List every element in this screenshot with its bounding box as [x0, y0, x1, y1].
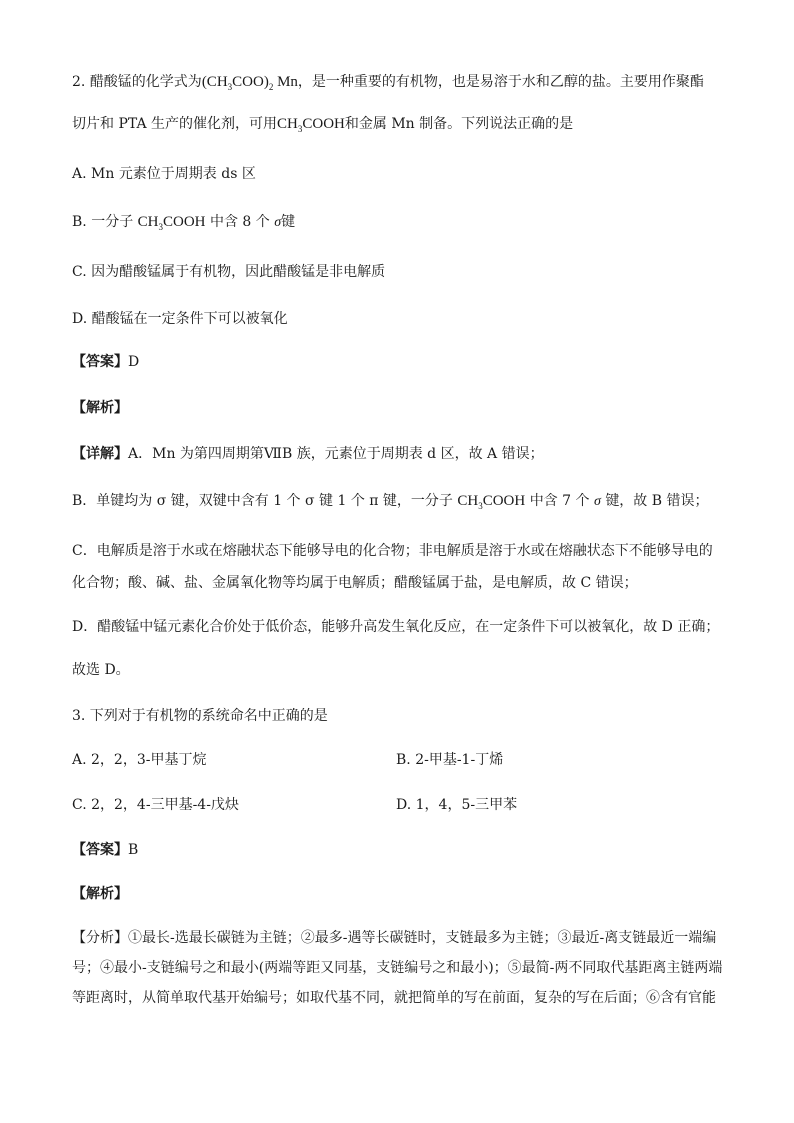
q3-option-c: C. 2，2，4-三甲基-4-戊炔 — [72, 797, 239, 813]
q2-option-a: A. Mn 元素位于周期表 ds 区 — [72, 166, 256, 182]
q3-analysis-line3: 等距离时，从简单取代基开始编号；如取代基不同，就把简单的写在前面，复杂的写在后面；⑥含有官能 — [72, 990, 716, 1006]
q2-formula-manganese-acetate: $(CH_3COO)_2$ Mn — [201, 74, 298, 92]
q2-stem-line2 — [72, 114, 573, 139]
answer-label: 【答案】 — [72, 354, 128, 370]
q2-stem-text-b: ，是一种重要的有机物，也是易溶于水和乙醇的盐。主要用作聚酯 — [297, 74, 704, 90]
q2-detail-d: D．醋酸锰中锰元素化合价处于低价态，能够升高发生氧化反应，在一定条件下可以被氧化，故 D 正确； — [72, 619, 720, 635]
q3-stem: 3. 下列对于有机物的系统命名中正确的是 — [72, 708, 328, 724]
q2-detail-a: 【详解】A．Mn 为第四周期第ⅦB 族，元素位于周期表 d 区，故 A 错误； — [72, 446, 544, 462]
q3-option-b: B. 2-甲基-1-丁烯 — [396, 752, 504, 768]
q2-analysis-label: 【解析】 — [72, 400, 128, 416]
q2-conclusion: 故选 D。 — [72, 662, 130, 678]
q2-stem-text-a: 醋酸锰的化学式为 — [89, 74, 202, 90]
q2-option-b: B. 一分子 $CH_3COOH$ 中含 8 个 σ键 — [72, 214, 296, 232]
q3-answer — [72, 840, 138, 860]
q2-option-d: D. 醋酸锰在一定条件下可以被氧化 — [72, 311, 288, 327]
q3-analysis-label: 【解析】 — [72, 886, 128, 902]
answer-value: D — [128, 354, 140, 370]
q2-stem-text-c: 切片和 PTA 生产的催化剂，可用 — [72, 116, 278, 132]
q2-detail-c-line2: 化合物；酸、碱、盐、金属氧化物等均属于电解质；醋酸锰属于盐，是电解质，故 C 错误； — [72, 575, 638, 591]
answer-label: 【答案】 — [72, 842, 128, 858]
q3-option-d: D. 1，4，5-三甲苯 — [396, 797, 518, 813]
q3-option-a: A. 2，2，3-甲基丁烷 — [72, 752, 207, 768]
q2-stem-text-d: 和金属 Mn 制备。下列说法正确的是 — [344, 116, 574, 132]
q2-formula-acetic-acid: $CH_3COOH$ — [277, 116, 345, 134]
q2-detail-c-line1: C．电解质是溶于水或在熔融状态下能够导电的化合物；非电解质是溶于水或在熔融状态下不能够导电的 — [72, 543, 713, 559]
q2-detail-b: B．单键均为 σ 键，双键中含有 1 个 σ 键 1 个 π 键，一分子 $CH_3COOH$ 中含 7 个 σ 键，故 B 错误； — [72, 493, 709, 511]
q3-analysis-line2: 号；④最小-支链编号之和最小(两端等距又同基，支链编号之和最小)；⑤最简-两不同取代基距离主链两端 — [72, 960, 723, 976]
q2-answer — [72, 352, 139, 372]
q3-analysis-line1: 【分析】①最长-选最长碳链为主链；②最多-遇等长碳链时，支链最多为主链；③最近-离支链最近一端编 — [72, 930, 717, 946]
detail-label: 【详解】 — [72, 446, 128, 462]
q2-option-c: C. 因为醋酸锰属于有机物，因此醋酸锰是非电解质 — [72, 264, 386, 280]
answer-value: B — [128, 842, 139, 858]
q2-number: 2. — [72, 74, 86, 90]
q2-stem-line1 — [72, 72, 704, 97]
